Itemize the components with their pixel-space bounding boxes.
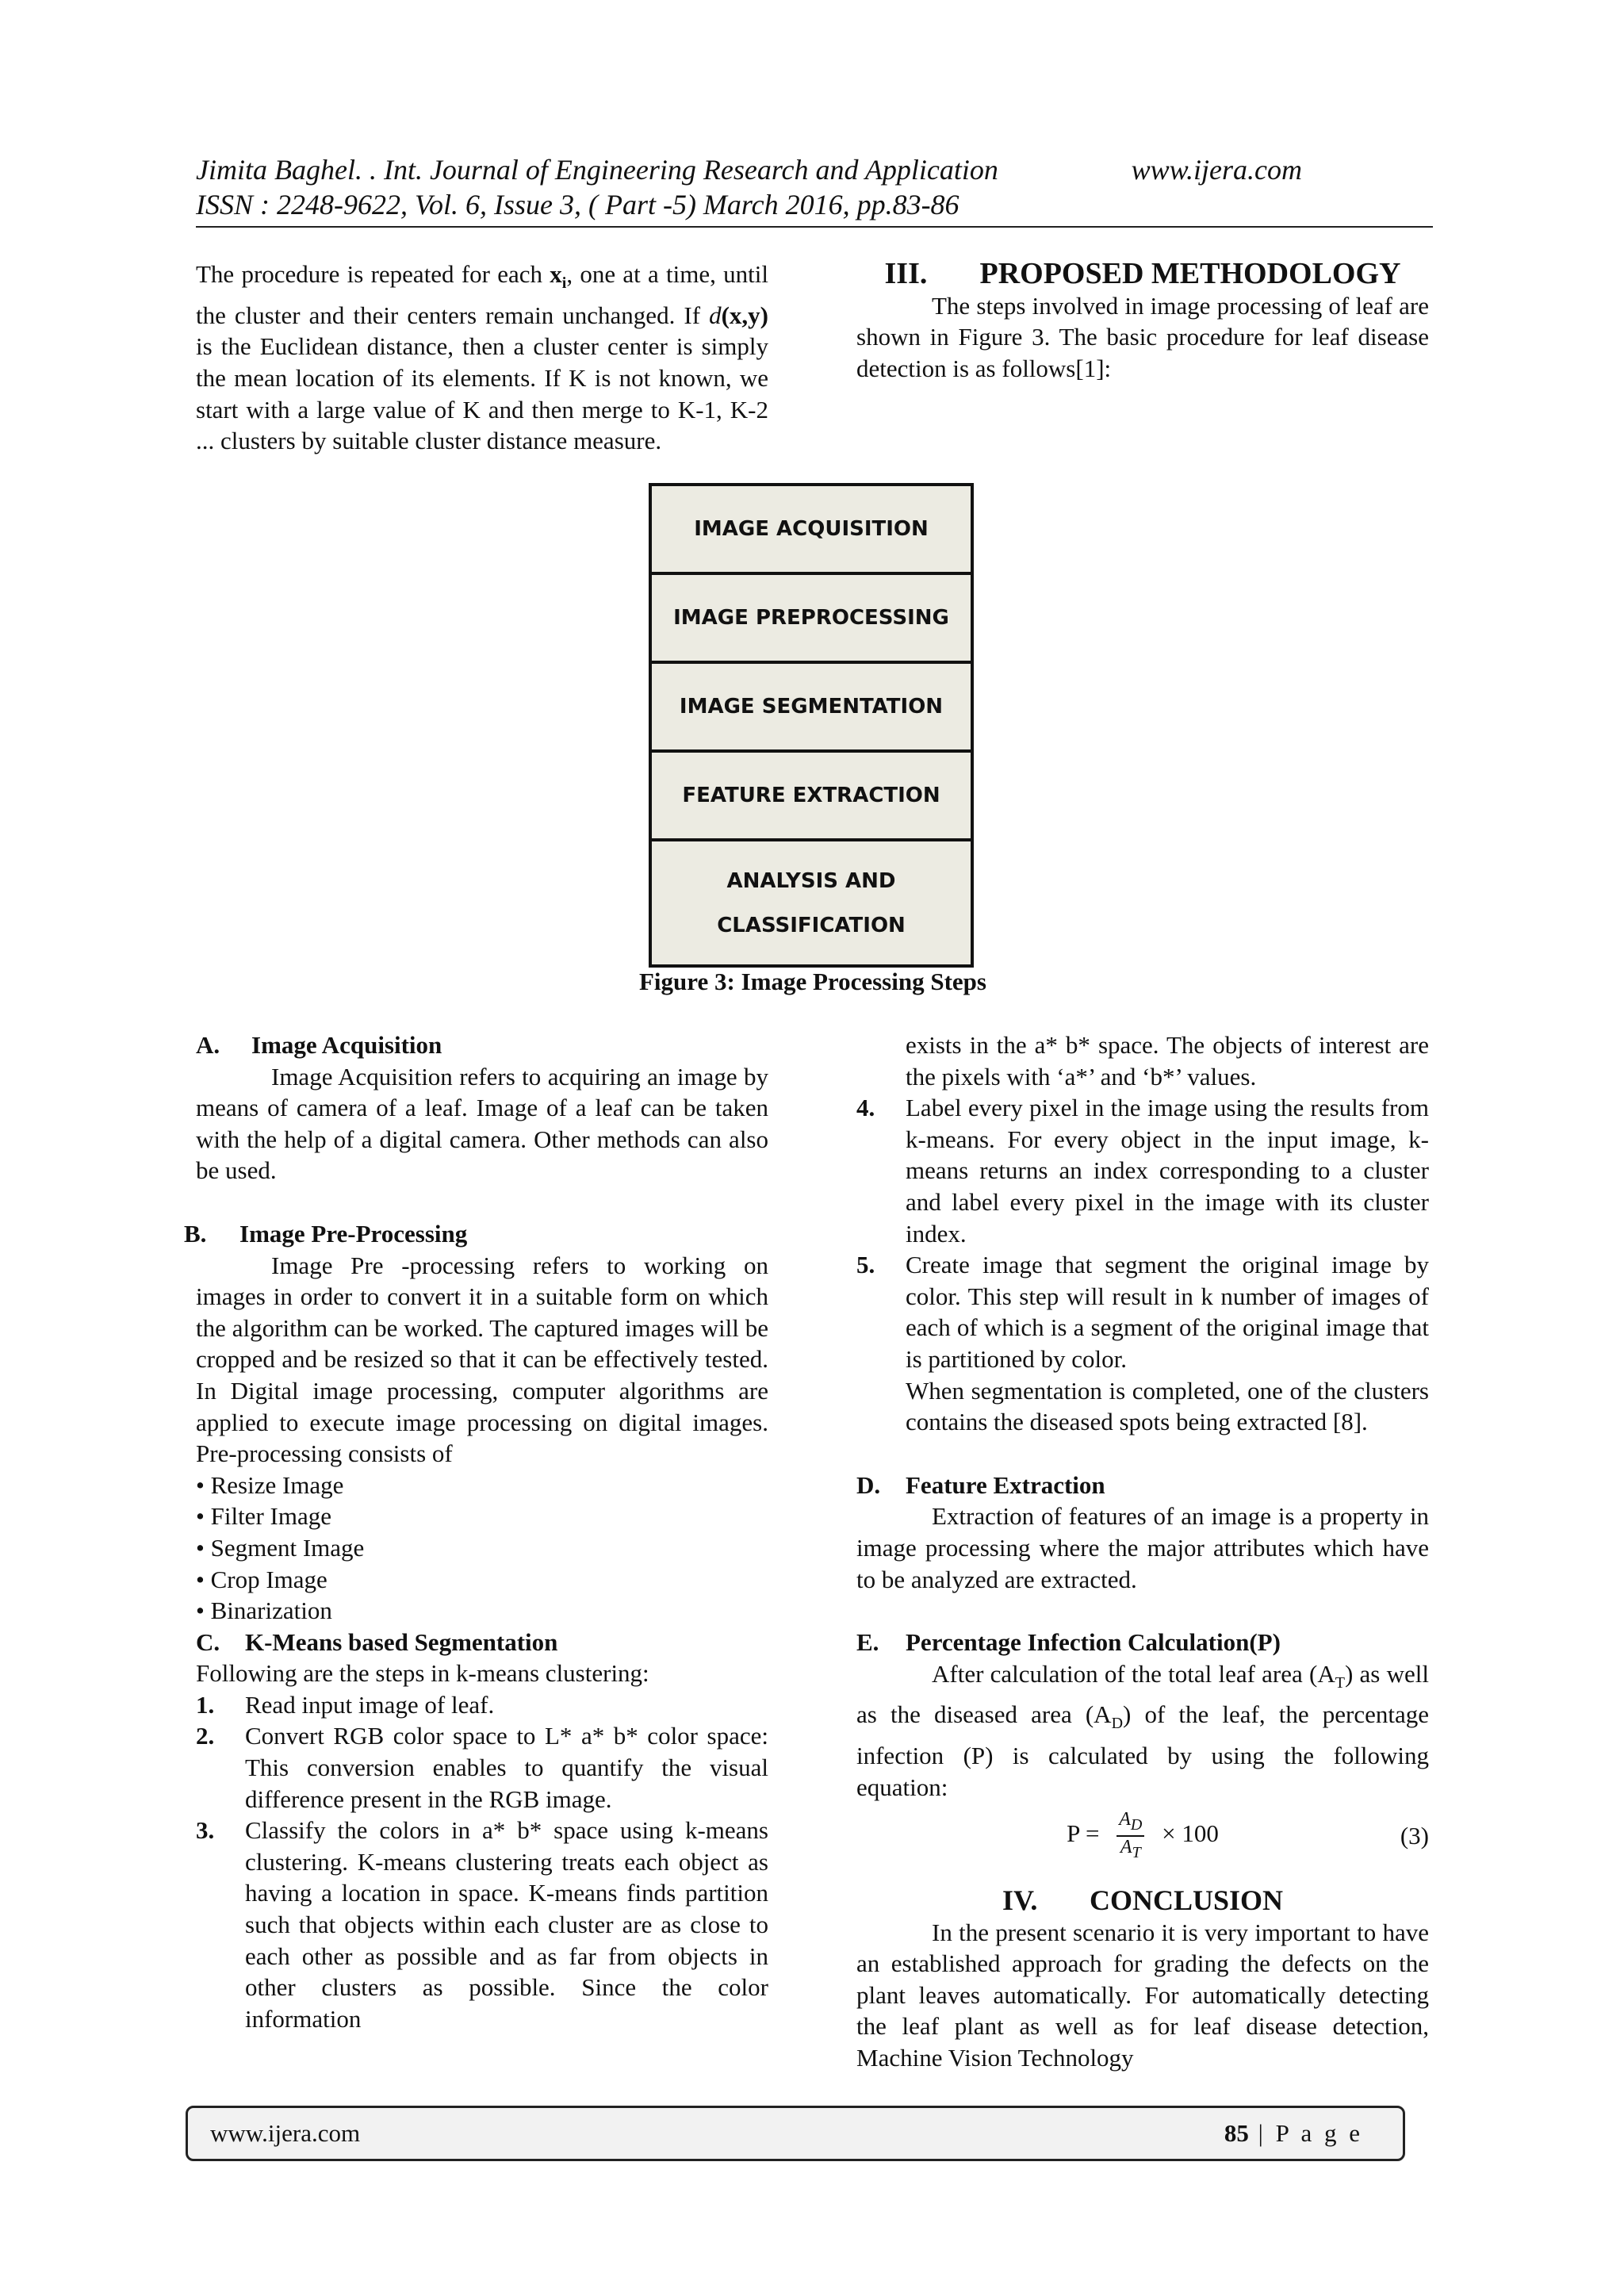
section-a-body: Image Acquisition refers to acquiring an image by means of camera of a leaf. Image of a leaf can be taken with the help of a digital camera. Other methods can also be used. (196, 1062, 768, 1185)
preprocessing-bullet: • Binarization (196, 1596, 332, 1625)
preprocessing-bullet: • Crop Image (196, 1565, 327, 1593)
section-iv-body: In the present scenario it is very important to have an established approach for grading the defects on the plant leaves automatically. For automatically detecting the leaf plant as well as for leaf disease detection, Machine Vision Technology (856, 1918, 1429, 2072)
kmeans-step: 3. Classify the colors in a* b* space using k-means clustering. K-means clustering treats each object as having a location in space. K-means finds partition such that objects within each cluster are as close to each other as possible and as far from objects in other clusters as possible. Since the color information (196, 1816, 768, 2033)
preprocessing-bullet: • Resize Image (196, 1470, 344, 1499)
preprocessing-bullet: • Segment Image (196, 1533, 365, 1562)
figure-caption: Figure 3: Image Processing Steps (639, 968, 986, 995)
section-c-intro: Following are the steps in k-means clustering: (196, 1659, 649, 1688)
left-column-body (184, 1029, 768, 2034)
section-d-body: Extraction of features of an image is a property in image processing where the major attributes which have to be analyzed are extracted. (856, 1502, 1429, 1593)
image-processing-flowchart (649, 483, 974, 968)
section-b-body: Image Pre -processing refers to working on images in order to convert it in a suitable form on which the algorithm can be worked. The captured images will be cropped and be resized so that it can be effectively tested. In Digital image processing, computer algorithms are applied to execute image processing on digital images. Pre-processing consists of (196, 1251, 768, 1468)
equation-number: (3) (1400, 1822, 1429, 1850)
right-column-body (856, 1029, 1429, 2074)
section-iii (856, 259, 1429, 384)
kmeans-step: 2. Convert RGB color space to L* a* b* color space: This conversion enables to quantify the visual difference present in the RGB image. (196, 1722, 768, 1813)
flow-step-feature-extraction: FEATURE EXTRACTION (652, 753, 971, 841)
left-top-paragraph: The procedure is repeated for each $x_i$, one at a time, until the cluster and their centers remain unchanged. If d(x,y) is the Euclidean distance, then a cluster center is simply the mean location of its elements. If K is not known, we start with a large value of K and then merge to K-1, K-2 ... clusters by suitable cluster distance measure. (196, 260, 768, 455)
section-a-heading: A. Image Acquisition (196, 1031, 442, 1059)
section-d-heading: D. Feature Extraction (856, 1470, 1105, 1499)
kmeans-steps-list-continued (856, 1029, 1429, 1438)
kmeans-step-continued: exists in the a* b* space. The objects of interest are the pixels with ‘a*’ and ‘b*’ values. (906, 1031, 1429, 1091)
kmeans-steps-list (196, 1689, 768, 2035)
kmeans-step-note: When segmentation is completed, one of the clusters contains the diseased spots being extracted [8]. (906, 1376, 1429, 1436)
section-b-heading: B. Image Pre-Processing (184, 1219, 468, 1248)
footer-website[interactable]: www.ijera.com (210, 2119, 361, 2147)
header-divider (196, 226, 1433, 228)
kmeans-step: 4. Label every pixel in the image using the results from k-means. For every object in the input image, k-means returns an index corresponding to a cluster and label every pixel in the image with its cluster index. (856, 1094, 1429, 1248)
header-authors-journal: Jimita Baghel. . Int. Journal of Engineering Research and Application (196, 154, 998, 186)
percentage-infection-equation (856, 1809, 1429, 1863)
flow-step-analysis: ANALYSIS AND CLASSIFICATION (652, 841, 971, 964)
equation-body: P = $\frac{A_D}{A_T}$ × 100 (1067, 1809, 1219, 1862)
preprocessing-bullet: • Filter Image (196, 1502, 331, 1531)
header-website[interactable]: www.ijera.com (1131, 154, 1302, 186)
section-e-heading: E. Percentage Infection Calculation(P) (856, 1628, 1281, 1657)
flow-step-acquisition: IMAGE ACQUISITION (652, 486, 971, 575)
section-e-body: After calculation of the total leaf area $(A_T)$ as well as the diseased area $(A_D)$ of the leaf, the percentage infection (P) is calculated by using the following equation: (856, 1659, 1430, 1801)
flow-step-segmentation: IMAGE SEGMENTATION (652, 664, 971, 753)
flow-step-preprocessing: IMAGE PREPROCESSING (652, 575, 971, 664)
section-iii-heading: III. PROPOSED METHODOLOGY (884, 257, 1401, 290)
running-header (196, 152, 1433, 222)
footer-page-number: 85 | P a g e (1224, 2119, 1363, 2147)
section-iii-intro: The steps involved in image processing of leaf are shown in Figure 3. The basic procedure for leaf disease detection is as follows[1]: (856, 291, 1429, 382)
header-issn: ISSN : 2248-9622, Vol. 6, Issue 3, ( Part -5) March 2016, pp.83-86 (196, 189, 959, 220)
equation-fraction: $\frac{A_D}{A_T}$ (1116, 1809, 1144, 1863)
kmeans-step: 1. Read input image of leaf. (196, 1690, 495, 1719)
section-iv-heading: IV. CONCLUSION (1002, 1884, 1284, 1917)
kmeans-step: 5. Create image that segment the original image by color. This step will result in k number of images of each of which is a segment of the original image that is partitioned by color. (856, 1251, 1429, 1373)
section-c-heading: C. K-Means based Segmentation (196, 1627, 558, 1656)
page-footer (186, 2106, 1405, 2161)
